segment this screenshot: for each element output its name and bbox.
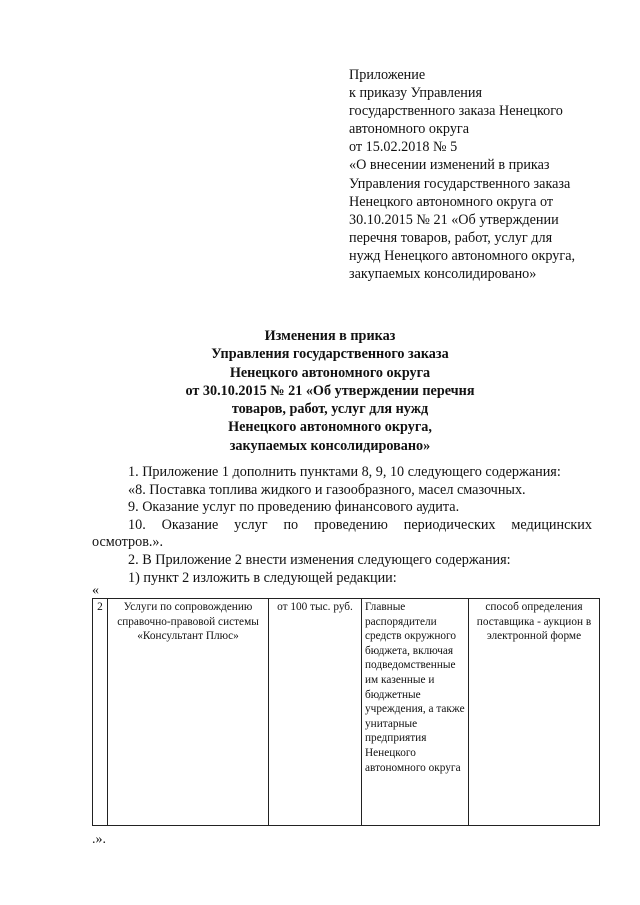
cell-number: 2 — [93, 599, 108, 826]
title-line: Ненецкого автономного округа, — [228, 419, 432, 436]
table-row — [93, 599, 600, 826]
appendix-line: к приказу Управления — [349, 85, 483, 102]
appendix-line: государственного заказа Ненецкого — [349, 103, 563, 120]
appendix-line: автономного округа — [349, 121, 470, 138]
document-body — [92, 464, 592, 587]
appendix-line: Управления государственного заказа — [349, 175, 571, 192]
appendix-line: «О внесении изменений в приказ — [349, 157, 550, 174]
title-line: Управления государственного заказа — [211, 346, 449, 363]
appendix-header — [349, 66, 634, 283]
paragraph-1: 1. Приложение 1 дополнить пунктами 8, 9, 10 следующего содержания: — [128, 464, 561, 480]
appendix-line: Приложение — [349, 67, 426, 83]
cell-service-name: Услуги по сопровождению справочно-правовой системы «Консультант Плюс» — [108, 599, 269, 826]
paragraph-6: 1) пункт 2 изложить в следующей редакции: — [128, 569, 397, 586]
items-table — [92, 598, 600, 826]
cell-price: от 100 тыс. руб. — [269, 599, 362, 826]
paragraph-5: 2. В Приложение 2 внести изменения следующего содержания: — [128, 551, 511, 568]
appendix-line: 30.10.2015 № 21 «Об утверждении — [349, 211, 559, 228]
appendix-line: перечня товаров, работ, услуг для — [349, 229, 553, 246]
appendix-line: нужд Ненецкого автономного округа, — [349, 247, 576, 264]
paragraph-4-line-2: осмотров.». — [92, 534, 164, 551]
paragraph-4-line-1: 10. Оказание услуг по проведению периодических медицинских — [128, 516, 592, 533]
document-title — [120, 327, 540, 455]
opening-quote: « — [92, 583, 99, 598]
cell-method: способ определения поставщика - аукцион в электронной форме — [469, 599, 600, 826]
appendix-line: от 15.02.2018 № 5 — [349, 139, 458, 156]
title-line: от 30.10.2015 № 21 «Об утверждении перечня — [185, 382, 475, 399]
appendix-line: Ненецкого автономного округа от — [349, 193, 554, 210]
paragraph-2: «8. Поставка топлива жидкого и газообразного, масел смазочных. — [128, 481, 526, 498]
appendix-line: закупаемых консолидировано» — [349, 266, 537, 283]
title-line: закупаемых консолидировано» — [229, 437, 431, 454]
closing-quote: .». — [92, 832, 106, 847]
title-line: товаров, работ, услуг для нужд — [231, 401, 429, 418]
title-line: Изменения в приказ — [264, 328, 396, 344]
paragraph-3: 9. Оказание услуг по проведению финансового аудита. — [128, 499, 460, 516]
cell-customers: Главные распорядители средств окружного бюджета, включая подведомственные им казенные и бюджетные учреждения, а также унитарные предприятия Ненецкого автономного округа — [362, 599, 469, 826]
title-line: Ненецкого автономного округа — [229, 364, 431, 381]
